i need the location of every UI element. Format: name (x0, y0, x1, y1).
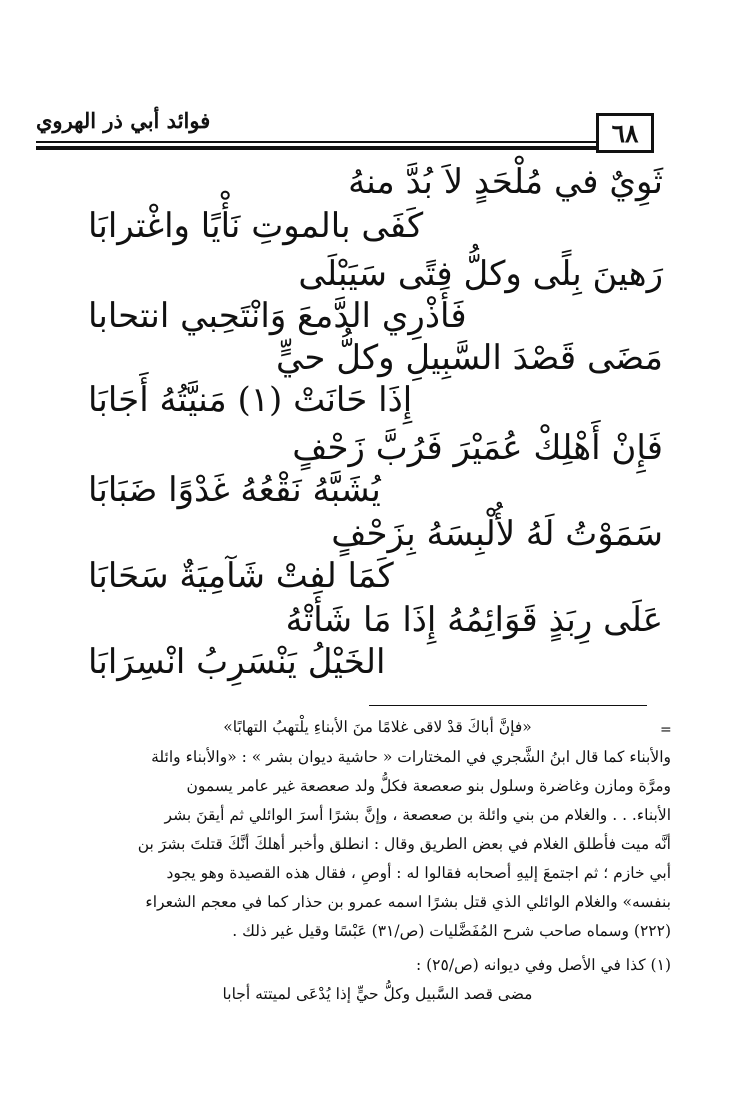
footnote-line-7: (٢٢٢) وسماه صاحب شرح المُفَضَّليات (ص/٣١) عَبْسًا وقيل غير ذلك . (232, 922, 671, 940)
footnote-line-3: الأبناء. . . والغلام من بني وائلة بن صعصعة ، وإنَّ بشرًا أسرَ الوائلي ثم أيقنَ بشر (164, 806, 671, 824)
footnote-quoted-verse: «فإنَّ أباكَ قدْ لاقى غلامًا منَ الأبناءِ يلْتهبُ التهابًا» (223, 718, 532, 736)
verse-2-second-hemistich: فَأَذْرِي الدَّمعَ وَانْتَحِبي انتحابا (88, 296, 467, 336)
footnote-line-5: أبي خازم ؛ ثم اجتمعَ إليهِ أصحابه فقالوا له : أوصِ ، فقال هذه القصيدة وهو يجود (166, 864, 671, 882)
footnote-line-4: أنَّه ميت فأطلق الغلام في بعض الطريق وقال : انطلق وأخبر أهلكَ أنَّكَ قتلتَ بشرَ بن (137, 835, 671, 853)
verse-2-first-hemistich: رَهينَ بِلًى وكلُّ فتًى سَيَبْلَى (298, 254, 663, 294)
footnote-note-verse: مضى قصد السَّبيل وكلُّ حيٍّ إذا يُدْعَى لميتته أجابا (222, 985, 533, 1003)
verse-1-first-hemistich: ثَوِيٌ في مُلْحَدٍ لاَ بُدَّ منهُ (348, 162, 663, 202)
footnote-line-1: والأبناء كما قال ابنُ الشَّجري في المختارات « حاشية ديوان بشر » : «والأبناء وائلة (151, 748, 671, 766)
footnote-separator (369, 705, 647, 706)
verse-1-second-hemistich: كَفَى بالموتِ نَأْيًا واغْترابَا (88, 206, 424, 246)
verse-4-first-hemistich: فَإِنْ أَهْلِكْ عُمَيْرَ فَرُبَّ زَحْفٍ (292, 428, 663, 468)
footnote-line-6: بنفسه» والغلام الوائلي الذي قتل بشرًا اسمه عمرو بن حذار كما في معجم الشعراء (145, 893, 671, 911)
verse-4-second-hemistich: يُشَبَّهُ نَقْعُهُ غَدْوًا ضَبَابَا (88, 470, 381, 510)
verse-3-second-hemistich: إِذَا حَانَتْ (١) مَنيَّتُهُ أَجَابَا (88, 380, 413, 420)
verse-6-first-hemistich: عَلَى رِبَذٍ قَوَائِمُهُ إِذَا مَا شَأَتْهُ (285, 600, 663, 640)
verse-5-second-hemistich: كَمَا لفتْ شَآمِيَةٌ سَحَابَا (88, 556, 394, 596)
verse-6-second-hemistich: الخَيْلُ يَنْسَرِبُ انْسِرَابَا (88, 642, 386, 682)
footnote-note-1: (١) كذا في الأصل وفي ديوانه (ص/٢٥) : (415, 956, 671, 974)
verse-5-first-hemistich: سَمَوْتُ لَهُ لأُلْبِسَهُ بِزَحْفٍ (331, 514, 663, 554)
verse-3-first-hemistich: مَضَى قَصْدَ السَّبِيلِ وكلُّ حيٍّ (276, 338, 663, 378)
book-title: فوائد أبي ذر الهروي (36, 108, 211, 133)
page-number: ٦٨ (596, 113, 654, 153)
continuation-mark: = (660, 722, 672, 738)
header-rule (36, 141, 596, 150)
footnote-line-2: ومرَّة ومازن وغاضرة وسلول بنو صعصعة فكلُّ ولد صعصعة غير عامر يسمون (186, 777, 671, 795)
